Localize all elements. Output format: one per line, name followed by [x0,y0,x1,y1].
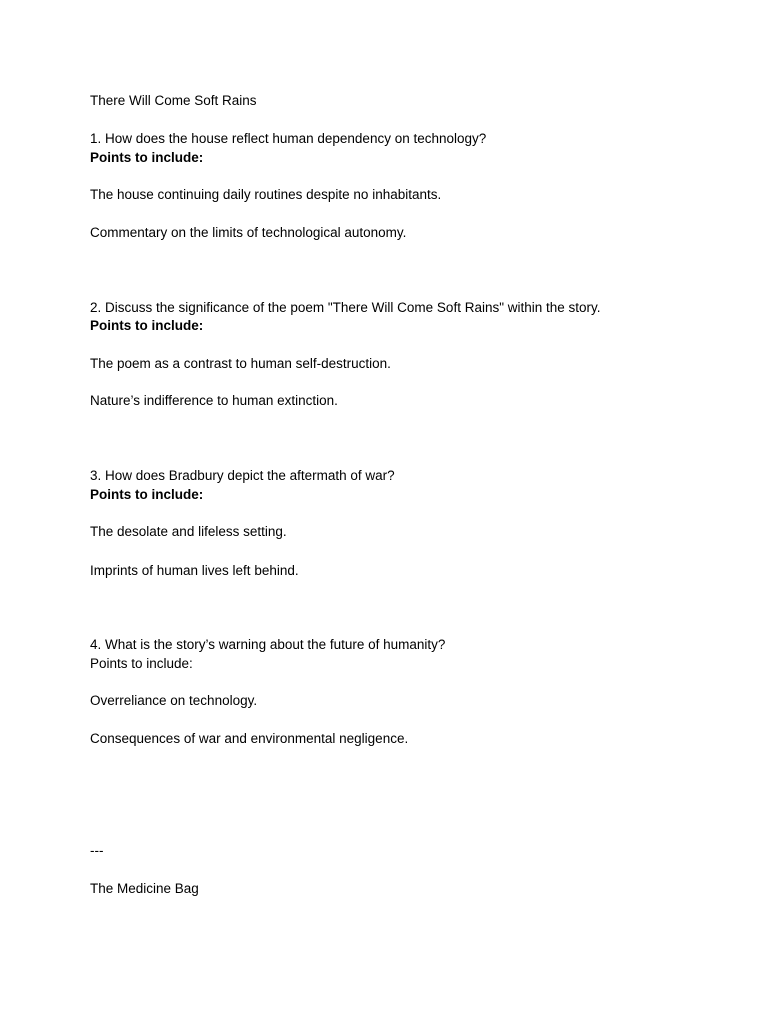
next-section-title: The Medicine Bag [90,881,199,896]
points-label-1: Points to include: [90,150,204,165]
point-3-2: Imprints of human lives left behind. [90,563,299,578]
point-1-1: The house continuing daily routines despite no inhabitants. [90,187,442,202]
points-label-3: Points to include: [90,487,204,502]
question-3: 3. How does Bradbury depict the aftermath of war? [90,468,395,483]
points-label-2: Points to include: [90,318,204,333]
point-2-2: Nature’s indifference to human extinction. [90,393,338,408]
point-3-1: The desolate and lifeless setting. [90,524,287,539]
point-4-1: Overreliance on technology. [90,693,258,708]
points-label-4: Points to include: [90,656,193,671]
document-title: There Will Come Soft Rains [90,93,257,108]
point-1-2: Commentary on the limits of technological autonomy. [90,225,407,240]
question-2: 2. Discuss the significance of the poem "There Will Come Soft Rains" within the story. [90,300,601,315]
question-4: 4. What is the story’s warning about the future of humanity? [90,637,446,652]
section-separator: --- [90,843,104,858]
point-2-1: The poem as a contrast to human self-destruction. [90,356,391,371]
question-1: 1. How does the house reflect human dependency on technology? [90,131,487,146]
point-4-2: Consequences of war and environmental negligence. [90,731,409,746]
